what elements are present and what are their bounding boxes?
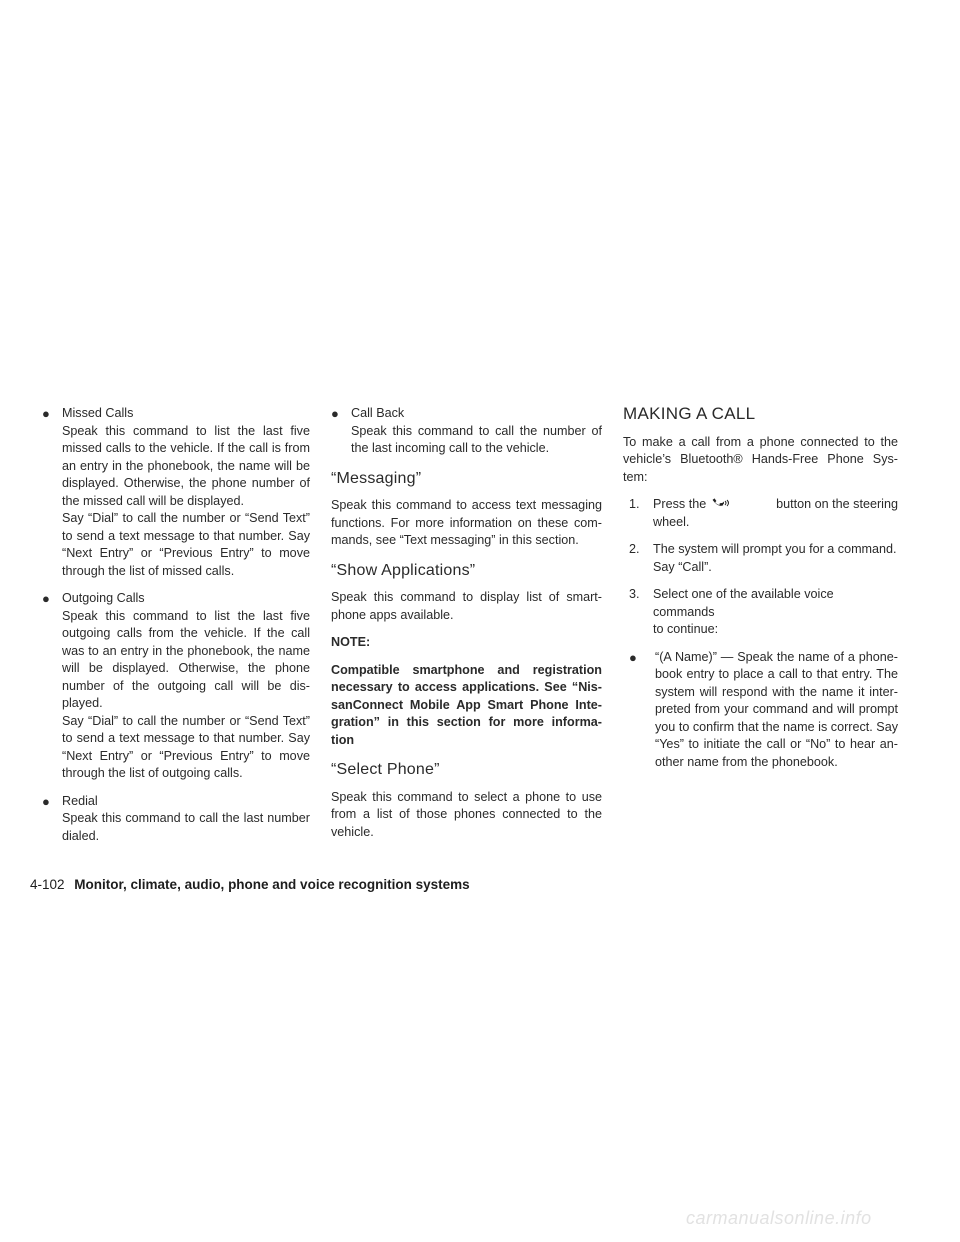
heading-making-a-call: MAKING A CALL <box>623 404 756 423</box>
text-line: Speak this command to call the last number <box>62 811 310 825</box>
text-line: book entry to place a call to that entry. The <box>655 667 898 681</box>
bullet-icon: ● <box>42 793 50 809</box>
text-line: was to an entry in the phonebook, the name <box>62 643 310 658</box>
list-item-outgoing-calls <box>42 590 310 783</box>
text-line: the missed call will be displayed. <box>62 493 244 508</box>
step-number: 1. <box>629 497 640 511</box>
text-line: Say “Dial” to call the number or “Send Text” <box>62 511 310 525</box>
text-line: Speak this command to select a phone to use <box>331 789 602 804</box>
text-line: Speak this command to list the last five <box>62 608 310 623</box>
column-middle <box>331 405 602 851</box>
list-item-call-back <box>331 405 602 458</box>
step-number: 2. <box>629 542 640 556</box>
text-line: through the list of missed calls. <box>62 563 235 578</box>
text-line: preted from your command and will prompt <box>655 702 898 716</box>
text-line: tion <box>331 732 355 747</box>
text-line: “Next Entry” or “Previous Entry” to move <box>62 546 310 560</box>
text-line: will be displayed. Otherwise, the phone <box>62 661 310 675</box>
step-number: 3. <box>629 587 640 601</box>
text-line: mands, see “Text messaging” in this section. <box>331 533 579 547</box>
text-line: vehicle’s Bluetooth® Hands-Free Phone Sys- <box>623 452 898 466</box>
text-line: to send a text message to that number. Say <box>62 731 310 745</box>
text-line: through the list of outgoing calls. <box>62 766 243 780</box>
text-line: other name from the phonebook. <box>655 754 838 769</box>
step-line <box>653 496 898 514</box>
paragraph-messaging <box>331 497 602 550</box>
text-line: functions. For more information on these com- <box>331 515 602 530</box>
step-text: Select one of the available voice commands <box>653 587 834 619</box>
text-line: Speak this command to access text messaging <box>331 498 602 512</box>
text-line: number of the outgoing call will be dis- <box>62 678 310 693</box>
step-text: Say “Call”. <box>653 559 712 574</box>
text-line: displayed. Otherwise, the phone number of <box>62 476 310 490</box>
watermark: carmanualsonline.info <box>686 1208 872 1228</box>
list-item-redial <box>42 793 310 846</box>
text-line: vehicle. <box>331 824 374 839</box>
step-3 <box>623 586 898 639</box>
page-number: 4-102 <box>30 877 65 892</box>
section-title: Monitor, climate, audio, phone and voice recognition systems <box>74 877 470 892</box>
list-item-a-name <box>623 649 898 772</box>
note-text <box>331 662 602 750</box>
text-line: outgoing calls from the vehicle. If the call <box>62 626 310 640</box>
text-line: dialed. <box>62 828 100 843</box>
step-text: wheel. <box>653 514 690 529</box>
text-line: system will respond with the name it inter- <box>655 684 898 699</box>
bullet-icon: ● <box>42 406 50 421</box>
heading-show-applications: “Show Applications” <box>331 561 476 579</box>
item-title: Call Back <box>351 406 405 420</box>
paragraph-select-phone <box>331 789 602 842</box>
text-line: Speak this command to display list of smart- <box>331 590 602 604</box>
page-footer <box>30 877 470 892</box>
bullet-icon: ● <box>331 406 339 421</box>
text-line: “(A Name)” — Speak the name of a phone- <box>655 649 898 664</box>
text-line: an entry in the phonebook, the name will be <box>62 458 310 473</box>
step-text-pre <box>653 496 738 514</box>
text-line: tem: <box>623 469 648 484</box>
heading-select-phone: “Select Phone” <box>331 761 440 778</box>
step-text: button on the steering <box>776 497 898 511</box>
list-item-missed-calls <box>42 405 310 580</box>
text-line: Compatible smartphone and registration <box>331 662 602 677</box>
text-line: from a list of those phones connected to the <box>331 807 602 821</box>
text-line: gration” in this section for more informa- <box>331 715 602 729</box>
text-line: played. <box>62 696 103 710</box>
item-title: Missed Calls <box>62 406 134 420</box>
paragraph-show-applications <box>331 589 602 624</box>
step-2 <box>623 541 898 576</box>
step-text: Press the <box>653 497 707 511</box>
step-1 <box>623 496 898 531</box>
column-left <box>42 405 310 855</box>
item-title: Redial <box>62 793 98 808</box>
phone-voice-icon <box>712 496 732 512</box>
step-text: to continue: <box>653 622 719 636</box>
text-line: Speak this command to call the number of <box>351 423 602 438</box>
note-label: NOTE: <box>331 635 371 649</box>
bullet-icon: ● <box>42 591 50 606</box>
text-line: the last incoming call to the vehicle. <box>351 441 550 455</box>
text-line: you to confirm that the name is correct. Say <box>655 719 898 734</box>
text-line: necessary to access applications. See “Nis- <box>331 680 602 694</box>
bullet-icon: ● <box>629 649 637 665</box>
text-line: to send a text message to that number. Say <box>62 528 310 543</box>
text-line: To make a call from a phone connected to the <box>623 434 898 449</box>
text-line: “Next Entry” or “Previous Entry” to move <box>62 748 310 763</box>
text-line: “Yes” to initiate the call or “No” to hear an- <box>655 737 898 751</box>
paragraph-intro <box>623 434 898 487</box>
text-line: Say “Dial” to call the number or “Send Text” <box>62 713 310 728</box>
text-line: phone apps available. <box>331 607 454 622</box>
heading-messaging: “Messaging” <box>331 469 422 487</box>
item-title: Outgoing Calls <box>62 591 145 605</box>
step-text: The system will prompt you for a command. <box>653 542 897 556</box>
column-right <box>623 405 898 771</box>
text-line: missed calls to the vehicle. If the call is from <box>62 441 310 455</box>
text-line: sanConnect Mobile App Smart Phone Inte- <box>331 697 602 712</box>
text-line: Speak this command to list the last five <box>62 423 310 438</box>
